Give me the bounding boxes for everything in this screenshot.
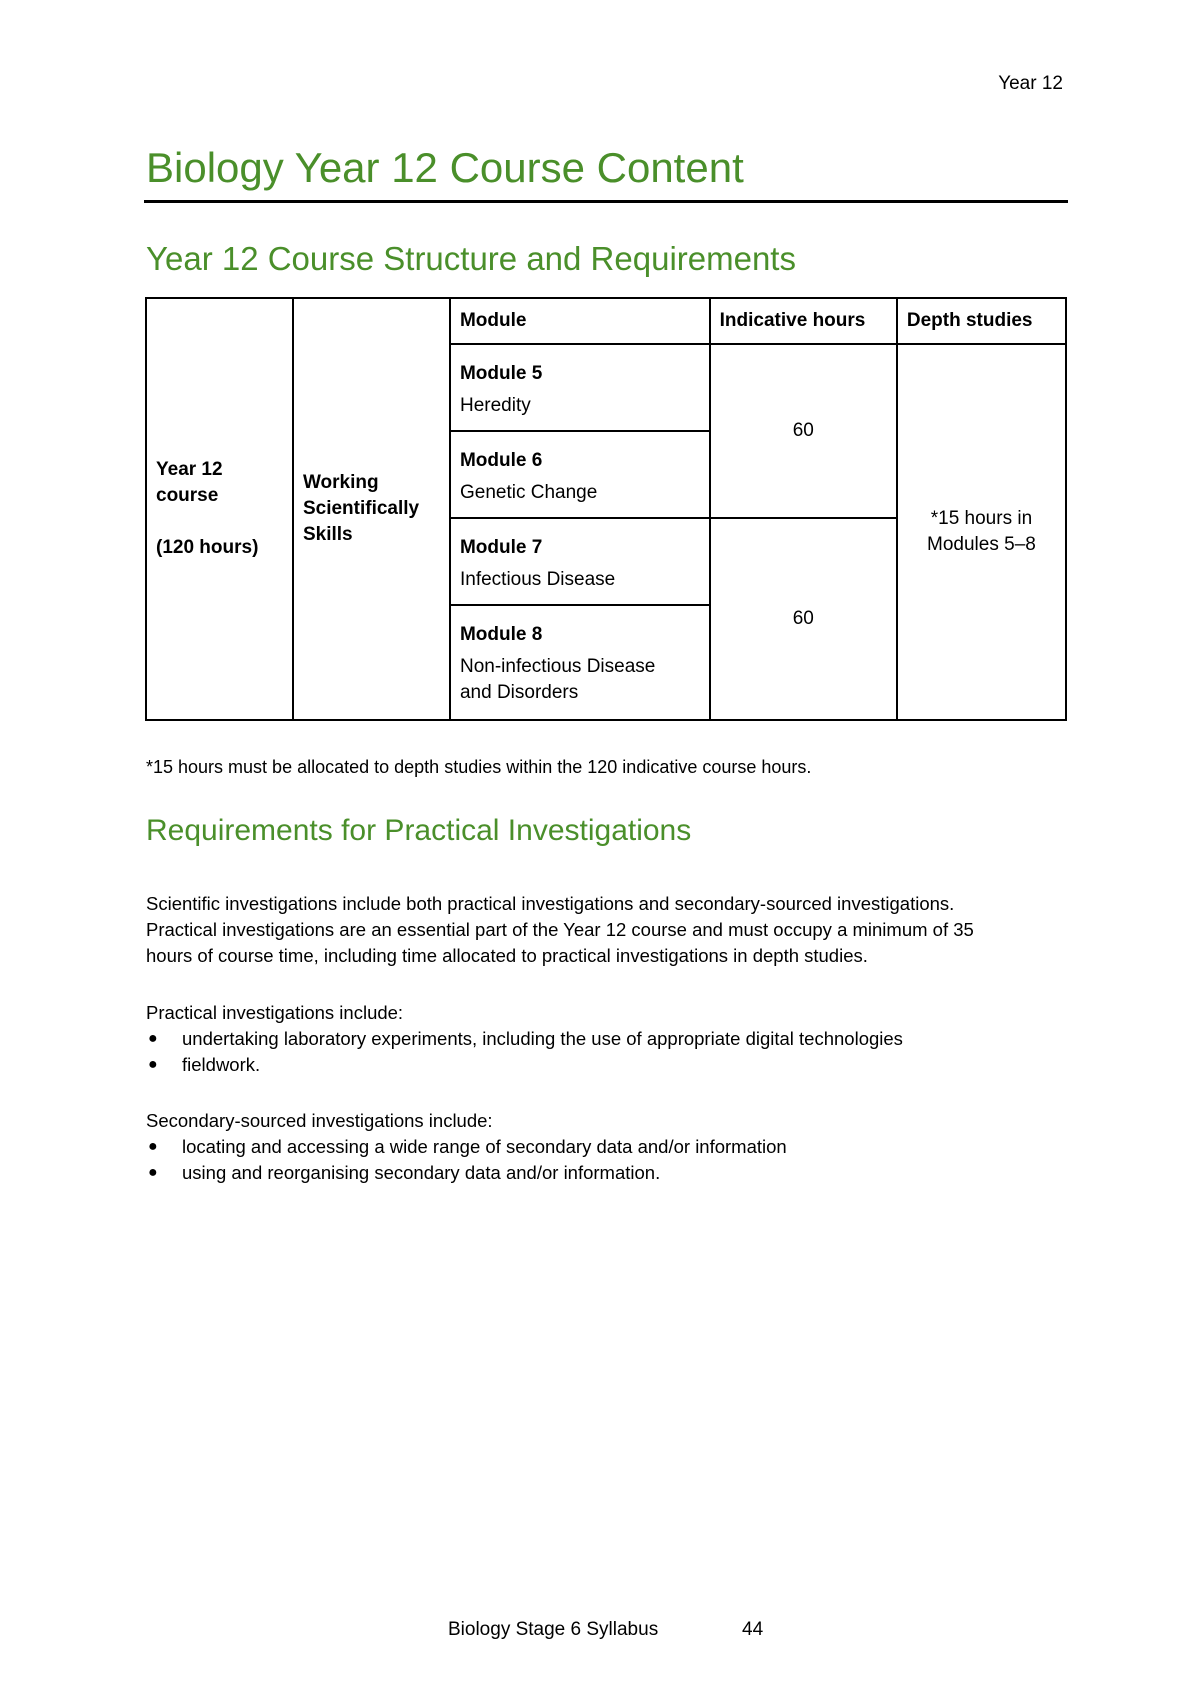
table-row: [146, 298, 1066, 344]
list-item: [146, 1052, 1076, 1078]
header-module: Module: [450, 298, 710, 344]
header-hours: Indicative hours: [710, 298, 897, 344]
bullet-icon: ●: [148, 1030, 158, 1047]
hours-cell: [710, 344, 897, 518]
module-name: Heredity: [459, 395, 531, 416]
course-structure-table: [145, 297, 1067, 721]
depth-cell: [897, 344, 1066, 720]
header-depth: Depth studies: [897, 298, 1066, 344]
bullet-icon: ●: [148, 1056, 158, 1073]
list-item: [146, 1134, 1076, 1160]
secondary-list: [146, 1134, 1076, 1186]
page-title: Biology Year 12 Course Content: [146, 144, 744, 191]
list-item-text: locating and accessing a wide range of secondary data and/or information: [182, 1136, 787, 1157]
practical-list-block: [146, 1000, 1076, 1078]
course-label: Year 12: [156, 459, 223, 480]
hours-cell: [710, 518, 897, 720]
module-number: Module 6: [459, 450, 543, 471]
module-number: Module 8: [459, 624, 543, 645]
structure-heading: Year 12 Course Structure and Requirements: [146, 240, 796, 277]
module-name: Genetic Change: [459, 482, 598, 503]
bullet-icon: ●: [148, 1164, 158, 1181]
course-cell: [146, 298, 293, 720]
module-number: Module 7: [459, 537, 543, 558]
depth-label: Modules 5–8: [927, 534, 1036, 555]
module-8-cell: [450, 605, 710, 720]
module-5-cell: [450, 344, 710, 431]
secondary-list-block: [146, 1108, 1076, 1186]
course-hours-label: (120 hours): [156, 537, 259, 558]
bullet-icon: ●: [148, 1138, 158, 1155]
skills-label: Working: [302, 472, 379, 493]
module-name: and Disorders: [459, 682, 579, 703]
course-label: course: [156, 485, 219, 506]
module-7-cell: [450, 518, 710, 605]
list-item-text: undertaking laboratory experiments, including the use of appropriate digital technologies: [182, 1028, 903, 1049]
paragraph-line: hours of course time, including time allocated to practical investigations in depth studies.: [146, 945, 868, 966]
list-intro: Secondary-sourced investigations include:: [146, 1110, 493, 1131]
hours-value: 60: [792, 420, 814, 441]
title-divider: [144, 200, 1068, 203]
practical-heading: Requirements for Practical Investigations: [146, 814, 692, 847]
table-footnote: *15 hours must be allocated to depth studies within the 120 indicative course hours.: [146, 757, 812, 777]
practical-list: [146, 1026, 1076, 1078]
module-name: Infectious Disease: [459, 569, 616, 590]
paragraph-line: Scientific investigations include both practical investigations and secondary-sourced investigations.: [146, 893, 955, 914]
module-6-cell: [450, 431, 710, 518]
list-item-text: fieldwork.: [182, 1054, 261, 1075]
module-name: Non-infectious Disease: [459, 656, 656, 677]
list-item: [146, 1026, 1076, 1052]
list-intro: Practical investigations include:: [146, 1002, 404, 1023]
practical-paragraph: [146, 891, 1076, 969]
footer-title: Biology Stage 6 Syllabus: [448, 1619, 659, 1640]
paragraph-line: Practical investigations are an essential part of the Year 12 course and must occupy a minimum of 35: [146, 919, 974, 940]
depth-label: *15 hours in: [930, 508, 1033, 529]
skills-label: Scientifically: [302, 498, 420, 519]
list-item-text: using and reorganising secondary data and/or information.: [182, 1162, 661, 1183]
skills-label: Skills: [302, 524, 353, 545]
skills-cell: [293, 298, 450, 720]
running-header: Year 12: [998, 73, 1063, 94]
module-number: Module 5: [459, 363, 543, 384]
page-number: 44: [742, 1619, 764, 1640]
hours-value: 60: [792, 608, 814, 629]
list-item: [146, 1160, 1076, 1186]
